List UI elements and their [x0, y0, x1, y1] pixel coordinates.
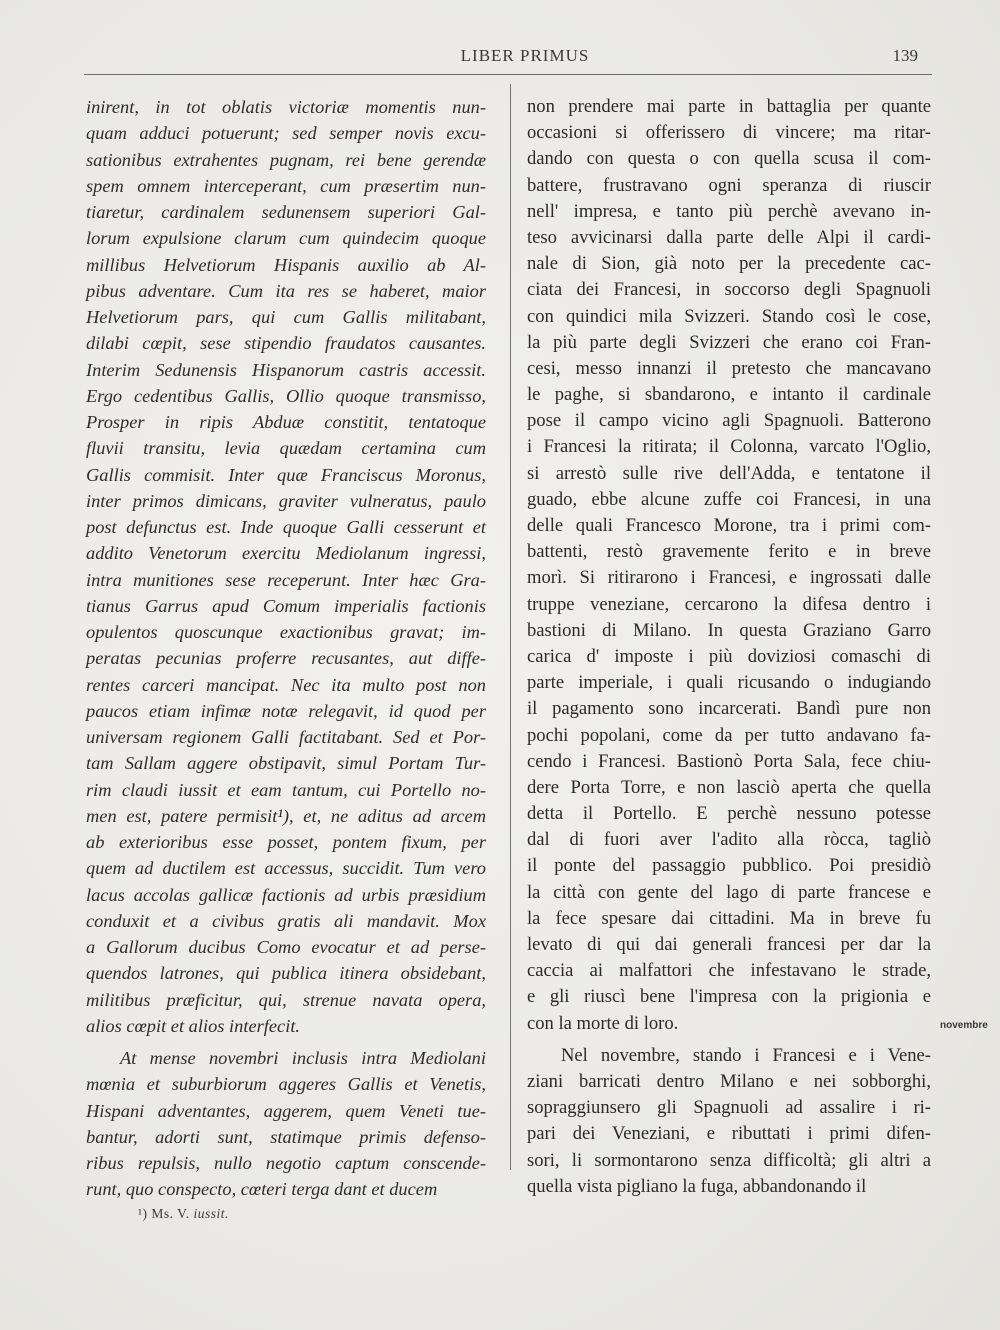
text-line: sori, li sormontarono senza difficoltà; gli altri a — [527, 1149, 931, 1171]
text-line: pochi popolani, come da per tutto andavano fa- — [527, 724, 931, 746]
text-line: paucos etiam infimæ notæ relegavit, id quod per — [86, 700, 486, 721]
text-line: morì. Si ritirarono i Francesi, e ingrossati dalle — [527, 567, 931, 589]
text-line: nell' impresa, e tanto più perchè avevano in- — [527, 200, 931, 222]
text-line: pose il campo vicino agli Spagnuoli. Batterono — [527, 410, 931, 432]
text-line: conduxit et a civibus gratis ali mandavit. Mox — [86, 910, 486, 931]
column-divider — [510, 84, 511, 1170]
text-line: alios cœpit et alios interfecit. — [86, 1015, 301, 1036]
text-line: men est, patere permisit¹), et, ne aditus ad arcem — [86, 805, 486, 826]
text-line: runt, quo conspecto, cœteri terga dant et ducem — [86, 1179, 438, 1200]
text-line: peratas pecunias proferre recusantes, aut diffe- — [86, 648, 486, 669]
header-rule — [84, 74, 932, 75]
text-line: sopraggiunsero gli Spagnuoli ad assalire i ri- — [527, 1097, 931, 1119]
text-line: delle quali Francesco Morone, tra i primi com- — [527, 515, 931, 536]
text-line: Interim Sedunensis Hispanorum castris accessit. — [86, 359, 486, 380]
text-line: battere, frustravano ogni speranza di riuscir — [527, 174, 931, 196]
text-line: At mense novembri inclusis intra Mediolani — [120, 1048, 486, 1068]
text-line: rim claudi iussit et eam tantum, cui Portello no- — [86, 779, 486, 800]
text-line: battenti, restò gravemente ferito e in breve — [527, 541, 931, 563]
margin-note: novembre — [940, 1020, 988, 1031]
text-line: cendo i Francesi. Bastionò Porta Sala, fece chiu- — [527, 750, 931, 772]
text-line: Prosper in ripis Abduæ constitit, tentatoque — [86, 412, 486, 432]
text-line: universam regionem Galli factitabant. Sed et Por- — [86, 727, 486, 747]
text-line: tiaretur, cardinalem sedunensem superiori Gal- — [86, 202, 486, 222]
text-line: guado, ebbe alcune zuffe coi Francesi, in una — [527, 488, 931, 510]
text-line: i Francesi la ritirata; il Colonna, varcato l'Oglio, — [527, 436, 931, 458]
text-line: lorum expulsione clarum cum quindecim quoque — [86, 228, 486, 249]
text-line: a Gallorum ducibus Como evocatur et ad perse- — [86, 937, 486, 957]
text-line: spem omnem interceperant, cum præsertim nun- — [86, 175, 486, 196]
text-line: sationibus extrahentes pugnam, rei bene gerendæ — [86, 149, 486, 170]
text-line: Helvetiorum pars, qui cum Gallis militabant, — [86, 307, 486, 327]
running-title: LIBER PRIMUS — [460, 46, 590, 65]
text-line: inirent, in tot oblatis victoriæ momentis nun- — [86, 97, 486, 117]
text-line: le paghe, si sbandarono, e intanto il cardinale — [527, 384, 931, 406]
text-line: la città con gente del lago di parte francese e — [527, 881, 931, 903]
text-line: bastioni di Milano. In questa Graziano Garro — [527, 619, 931, 641]
text-line: truppe veneziane, cercarono la difesa dentro i — [527, 593, 931, 615]
text-line: nale di Sion, già noto per la precedente cac- — [527, 253, 931, 275]
text-line: ziani barricati dentro Milano e nei sobborghi, — [527, 1070, 931, 1092]
text-line: ciata dei Francesi, in soccorso degli Spagnuoli — [527, 279, 931, 301]
text-line: fluvii transitu, levia quædam certamina cum — [86, 438, 486, 459]
text-line: Hispani adventantes, aggerem, quem Veneti tue- — [86, 1100, 486, 1121]
text-line: con la morte di loro. — [527, 1012, 679, 1034]
text-line: la più parte degli Svizzeri che erano coi Fran- — [527, 331, 931, 353]
text-line: addito Venetorum exercitu Mediolanum ingressi, — [86, 543, 486, 564]
page-number: 139 — [892, 46, 918, 65]
text-line: Nel novembre, stando i Francesi e i Vene- — [561, 1044, 931, 1066]
latin-column — [86, 94, 486, 1203]
text-line: Ergo cedentibus Gallis, Ollio quoque transmisso, — [86, 385, 486, 406]
text-line: ab exterioribus esse posset, pontem fixum, per — [86, 832, 486, 852]
text-line: e gli riuscì bene l'impresa con la prigionia e — [527, 986, 931, 1008]
footnote — [138, 1206, 229, 1222]
text-line: con quindici mila Svizzeri. Stando così le cose, — [527, 305, 931, 327]
text-line: quella vista pigliano la fuga, abbandonando il — [527, 1175, 867, 1197]
text-line: millibus Helvetiorum Hispanis auxilio ab Al- — [86, 254, 486, 275]
text-line: mœnia et suburbiorum aggeres Gallis et Venetis, — [86, 1074, 486, 1095]
text-line: carica d' imposte i più doviziosi comaschi di — [527, 645, 931, 667]
text-line: tianus Garrus apud Comum imperialis factionis — [86, 595, 486, 616]
running-header — [80, 46, 930, 72]
text-line: Gallis commisit. Inter quæ Franciscus Moronus, — [86, 464, 486, 485]
text-line: militibus præficitur, qui, strenue navata opera, — [86, 989, 486, 1010]
text-line: quendos latrones, qui publica itinera obsidebant, — [86, 963, 486, 984]
text-line: quam adduci potuerunt; sed semper novis excu- — [86, 123, 486, 144]
text-line: rentes carceri mancipat. Nec ita multo post non — [86, 674, 486, 695]
text-line: dere Porta Torre, e non lasciò aperta che quella — [527, 776, 931, 798]
text-line: detta il Portello. E perchè nessuno potesse — [527, 803, 931, 825]
text-line: il ponte del passaggio pubblico. Poi presidiò — [527, 855, 931, 877]
text-line: pari dei Veneziani, e ributtati i primi difen- — [527, 1123, 931, 1145]
text-line: inter primos dimicans, graviter vulneratus, paulo — [86, 490, 486, 511]
text-line: il pagamento sono incarcerati. Bandì pure non — [527, 698, 931, 720]
text-line: tam Sallam aggere obstipavit, simul Portam Tur- — [86, 753, 486, 774]
text-line: teso avvicinarsi dalla parte delle Alpi il cardi- — [527, 226, 931, 248]
text-line: opulentos quoscunque exactionibus gravat; im- — [86, 622, 486, 642]
text-line: cesi, messo innanzi il pretesto che mancavano — [527, 357, 931, 379]
text-line: occasioni si offerissero di vincere; ma ritar- — [527, 122, 931, 144]
text-line: caccia ai malfattori che infestavano le strade, — [527, 960, 931, 982]
text-line: si arrestò sulle rive dell'Adda, e tentatone il — [527, 462, 931, 484]
text-line: dilabi cœpit, sese stipendio fraudatos causantes. — [86, 333, 486, 354]
text-line: bantur, adorti sunt, statimque primis defenso- — [86, 1126, 486, 1147]
text-line: quem ad ductilem est accessus, succidit. Tum vero — [86, 858, 486, 879]
text-line: parte imperiale, i quali ricusando o indugiando — [527, 672, 931, 694]
text-line: levato di qui dai generali francesi per dar la — [527, 934, 931, 955]
italian-column — [527, 94, 931, 1200]
text-line: intra munitiones sese receperunt. Inter hæc Gra- — [86, 569, 486, 590]
text-line: non prendere mai parte in battaglia per quante — [527, 96, 931, 117]
text-line: post defunctus est. Inde quoque Galli cesserunt et — [86, 517, 486, 537]
text-line: dal di fuori aver l'adito alla ròcca, tagliò — [527, 829, 931, 851]
text-line: ribus repulsis, nullo negotio captum conscende- — [86, 1153, 486, 1173]
text-line: la fece spesare dai cittadini. Ma in breve fu — [527, 907, 931, 929]
footnote-marker: ¹) Ms. V. — [138, 1206, 190, 1221]
footnote-text: iussit. — [193, 1206, 229, 1221]
text-line: pibus adventare. Cum ita res se haberet, maior — [86, 280, 486, 301]
text-line: lacus accolas gallicæ factionis ad urbis præsidium — [86, 884, 486, 905]
text-line: dando con questa o con quella scusa il com- — [527, 148, 931, 170]
